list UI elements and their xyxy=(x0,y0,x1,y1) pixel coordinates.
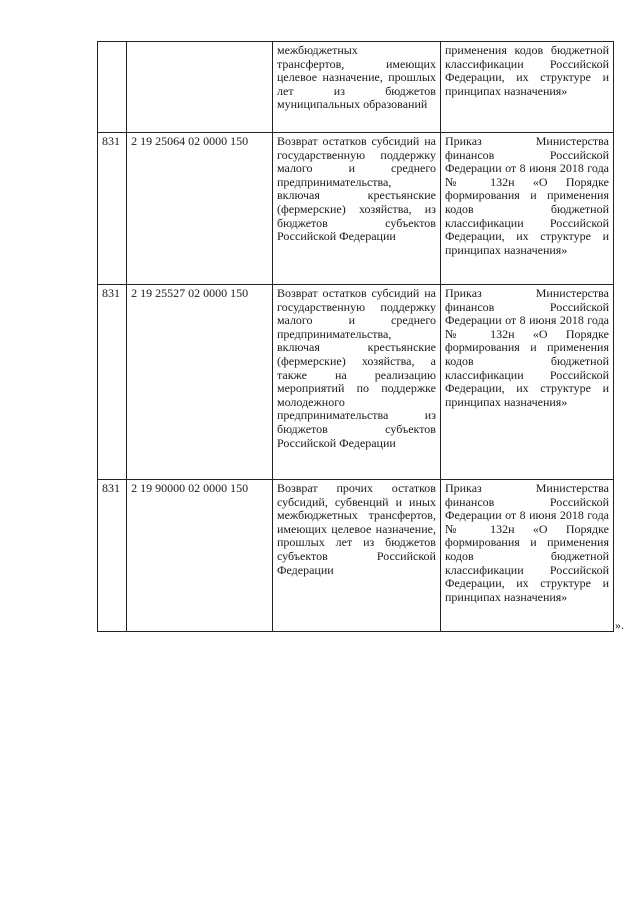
admin-code-cell: 831 xyxy=(98,285,127,480)
table-row xyxy=(98,133,614,285)
budget-class-code-cell xyxy=(127,42,273,133)
table-row xyxy=(98,480,614,632)
income-name-cell: Возврат прочих остатков субсидий, субвенций и иных межбюджетных трансфертов, имеющих целевое назначение, прошлых лет из бюджетов субъектов Российской Федерации xyxy=(273,480,441,632)
closing-quote-mark: ». xyxy=(615,618,624,632)
admin-code-cell xyxy=(98,42,127,133)
legal-basis-cell: Приказ Министерства финансов Российской Федерации от 8 июня 2018 года № 132н «О Порядке формирования и применения кодов бюджетной классификации Российской Федерации, их структуре и принципах назначения» xyxy=(440,480,613,632)
table-row xyxy=(98,42,614,133)
income-name-cell: Возврат остатков субсидий на государственную поддержку малого и среднего предпринимательства, включая крестьянские (фермерские) хозяйства, из бюджетов субъектов Российской Федерации xyxy=(273,133,441,285)
legal-basis-cell: применения кодов бюджетной классификации Российской Федерации, их структуре и принципах назначения» xyxy=(440,42,613,133)
table-row xyxy=(98,285,614,480)
budget-class-code-cell: 2 19 25064 02 0000 150 xyxy=(127,133,273,285)
legal-basis-cell: Приказ Министерства финансов Российской Федерации от 8 июня 2018 года № 132н «О Порядке формирования и применения кодов бюджетной классификации Российской Федерации, их структуре и принципах назначения» xyxy=(440,133,613,285)
budget-code-table xyxy=(97,41,614,632)
admin-code-cell: 831 xyxy=(98,133,127,285)
legal-basis-cell: Приказ Министерства финансов Российской Федерации от 8 июня 2018 года № 132н «О Порядке формирования и применения кодов бюджетной классификации Российской Федерации, их структуре и принципах назначения» xyxy=(440,285,613,480)
budget-class-code-cell: 2 19 90000 02 0000 150 xyxy=(127,480,273,632)
admin-code-cell: 831 xyxy=(98,480,127,632)
budget-class-code-cell: 2 19 25527 02 0000 150 xyxy=(127,285,273,480)
income-name-cell: Возврат остатков субсидий на государственную поддержку малого и среднего предпринимательства, включая крестьянские (фермерские) хозяйства, а также на реализацию мероприятий по поддержке молодежного предпринимательства из бюджетов субъектов Российской Федерации xyxy=(273,285,441,480)
income-name-cell: межбюджетных трансфертов, имеющих целевое назначение, прошлых лет из бюджетов муниципальных образований xyxy=(273,42,441,133)
